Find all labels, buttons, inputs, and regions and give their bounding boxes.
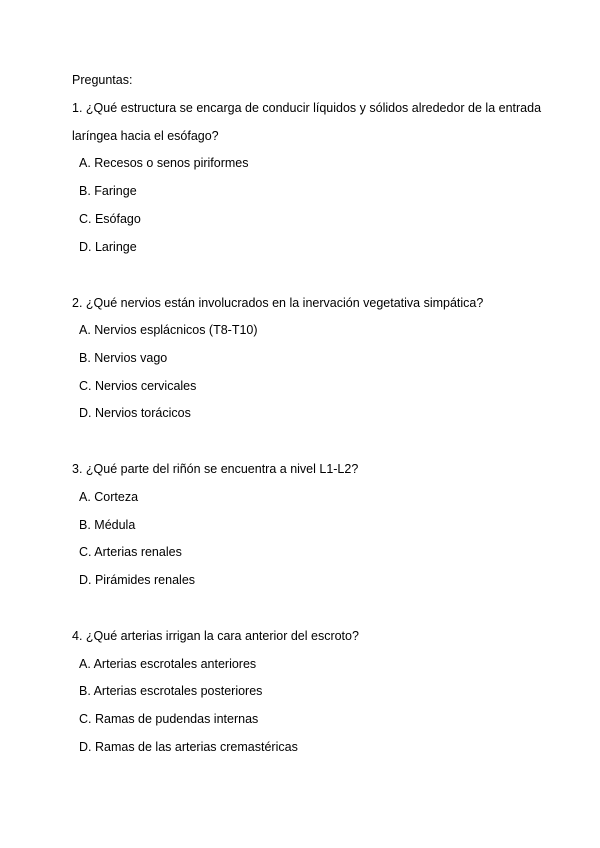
answer-option: B. Faringe: [79, 184, 137, 198]
answer-option: A. Nervios esplácnicos (T8-T10): [79, 323, 258, 337]
answer-option: B. Nervios vago: [79, 351, 168, 365]
answer-option: B. Arterias escrotales posteriores: [79, 684, 263, 698]
answer-option: A. Recesos o senos piriformes: [79, 156, 249, 170]
section-heading: Preguntas:: [72, 73, 133, 87]
question-text: 4. ¿Qué arterias irrigan la cara anterior del escroto?: [72, 629, 359, 643]
question-text-continued: laríngea hacia el esófago?: [72, 129, 219, 143]
answer-option: C. Arterias renales: [79, 545, 182, 559]
question-text: 3. ¿Qué parte del riñón se encuentra a nivel L1-L2?: [72, 462, 359, 476]
answer-option: A. Corteza: [79, 490, 139, 504]
answer-option: D. Nervios torácicos: [79, 406, 191, 420]
answer-option: C. Ramas de pudendas internas: [79, 712, 259, 726]
answer-option: D. Pirámides renales: [79, 573, 196, 587]
answer-option: B. Médula: [79, 518, 136, 532]
answer-option: D. Ramas de las arterias cremastéricas: [79, 740, 298, 754]
answer-option: C. Esófago: [79, 212, 141, 226]
answer-option: C. Nervios cervicales: [79, 379, 197, 393]
question-text: 1. ¿Qué estructura se encarga de conducir líquidos y sólidos alrededor de la entrada: [72, 101, 542, 115]
question-text: 2. ¿Qué nervios están involucrados en la inervación vegetativa simpática?: [72, 296, 484, 310]
answer-option: D. Laringe: [79, 240, 137, 254]
answer-option: A. Arterias escrotales anteriores: [79, 657, 257, 671]
